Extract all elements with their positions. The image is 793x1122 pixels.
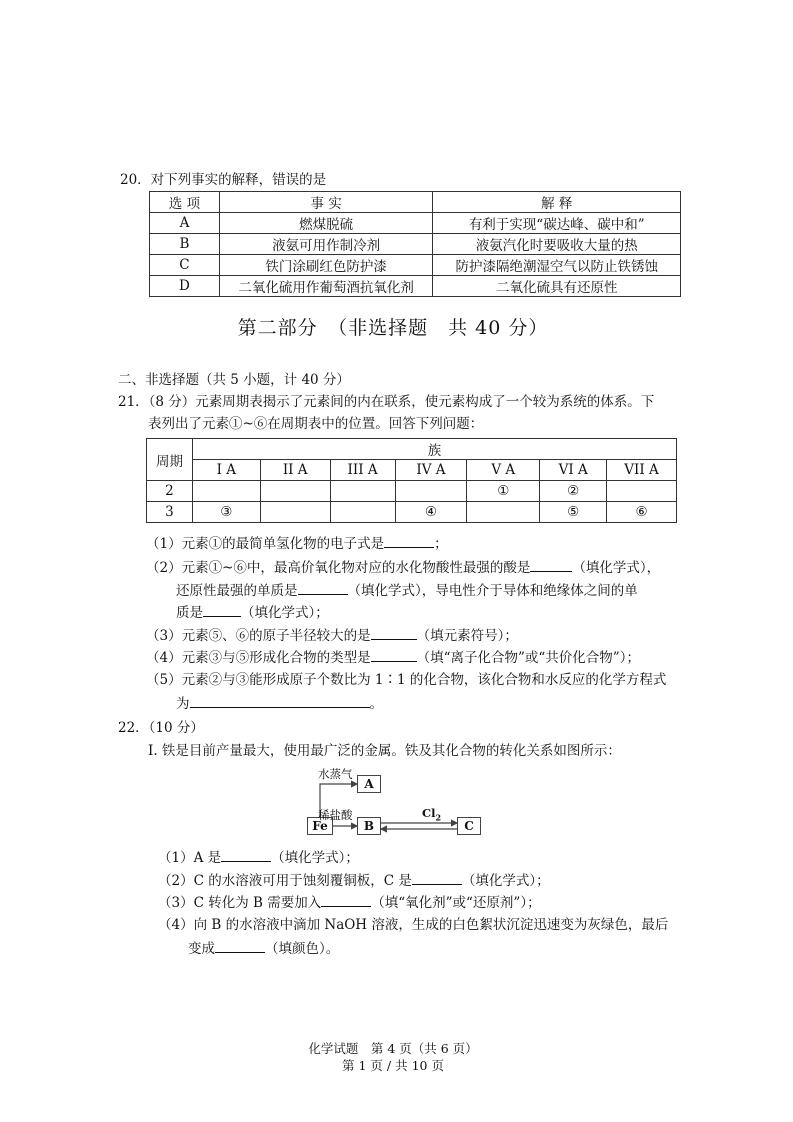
q21-sub5: （5）元素②与③能形成原子个数比为 1∶1 的化合物，该化合物和水反应的化学方程式 [146,672,667,688]
table-row [150,255,681,276]
cell [330,481,395,502]
cell: 液氨汽化时要吸收大量的热 [433,234,681,255]
table-row [147,502,677,523]
answer-blank[interactable] [371,648,417,662]
text: （填化学式）， [572,560,661,576]
q22-sub4-cont [188,939,339,958]
table-header-row [150,192,681,213]
q21-sub5-cont [176,694,383,713]
q21-sub2-cont2 [176,603,329,622]
cell [467,502,540,523]
text: 质是 [176,605,203,621]
group-cell: III A [330,460,395,481]
text: （填化学式）； [241,605,329,621]
box-fe: Fe [307,817,333,835]
text: （填“离子化合物”或“共价化合物”）； [416,650,640,666]
period-cell: 3 [147,502,193,523]
label-acid: 稀盐酸 [318,808,353,822]
cell: A [150,213,220,234]
answer-blank[interactable] [215,939,265,953]
q21-stem-1: 21．（8 分）元素周期表揭示了元素间的内在联系，使元素构成了一个较为系统的体系。下 [118,394,655,410]
answer-blank[interactable] [321,893,371,907]
cell: ④ [395,502,467,523]
text: ； [434,536,448,552]
text: （2）元素①~⑥中，最高价氧化物对应的水化物酸性最强的酸是 [146,560,531,576]
text: （3）元素⑤、⑥的原子半径较大的是 [146,628,371,644]
answer-blank[interactable] [190,694,370,708]
q22-sub4: （4）向 B 的水溶液中滴加 NaOH 溶液，生成的白色絮状沉淀迅速变为灰绿色，最后 [158,917,669,933]
group-cell: VII A [607,460,677,481]
text: （3）C 转化为 B 需要加入 [158,895,322,911]
q22-sub1 [158,848,359,867]
answer-blank[interactable] [384,534,434,548]
cell: 液氨可用作制冷剂 [219,234,433,255]
cell: 燃煤脱硫 [219,213,433,234]
cell: 二氧化硫具有还原性 [433,276,681,297]
answer-blank[interactable] [221,848,271,862]
q21-sub1 [146,534,448,553]
q21-sub4 [146,648,640,667]
cell [395,481,467,502]
cell: D [150,276,220,297]
table-row [150,234,681,255]
q22-sub2 [158,871,550,890]
label-steam: 水蒸气 [318,767,353,781]
cell: ① [467,481,540,502]
group-row [147,460,677,481]
answer-blank[interactable] [203,603,241,617]
table-row [147,481,677,502]
q21-stem-2: 表列出了元素①~⑥在周期表中的位置。回答下列问题： [148,416,484,432]
answer-blank[interactable] [298,581,348,595]
footer-page-2: 第 1 页 / 共 10 页 [342,1058,444,1073]
text: 还原性最强的单质是 [176,583,298,599]
group-cell: II A [260,460,330,481]
group-header: 族 [192,439,676,460]
cell: ⑤ [540,502,607,523]
q20-stem: 20．对下列事实的解释，错误的是 [120,172,327,188]
header-explain: 解 释 [433,192,681,213]
q20-table [149,191,681,297]
part2-title: 第二部分 （非选择题 共 40 分） [237,317,549,339]
header-fact: 事 实 [219,192,433,213]
q22-intro: I. 铁是目前产量最大，使用最广泛的金属。铁及其化合物的转化关系如图所示： [148,743,621,759]
text: （1）元素①的最简单氢化物的电子式是 [146,536,385,552]
box-b: B [357,817,381,835]
text: （填化学式）； [461,873,550,889]
text: （填化学式）； [271,850,359,866]
cell: ② [540,481,607,502]
group-cell: I A [192,460,260,481]
text: （填“氧化剂”或“还原剂”）； [371,895,541,911]
footer-page-1: 化学试题 第 4 页（共 6 页） [308,1041,478,1056]
q21-sub2 [146,558,660,577]
group-cell: V A [467,460,540,481]
answer-blank[interactable] [412,871,462,885]
cell [260,481,330,502]
q22-stem: 22．（10 分） [118,720,204,736]
q21-sub2-cont [176,581,638,600]
table-row [150,213,681,234]
group-cell: VI A [540,460,607,481]
label-cl2 [422,806,441,822]
section-heading: 二、非选择题（共 5 小题，计 40 分） [118,372,350,388]
text: （4）元素③与⑤形成化合物的类型是 [146,650,371,666]
cell: 二氧化硫用作葡萄酒抗氧化剂 [219,276,433,297]
q21-sub3 [146,626,518,645]
period-header: 周期 [147,439,193,481]
text: 2 [435,812,442,823]
text: （填颜色）。 [265,941,340,957]
text: 变成 [188,941,215,957]
period-cell: 2 [147,481,193,502]
header-option: 选 项 [150,192,220,213]
cell: ③ [192,502,260,523]
text: （1）A 是 [158,850,222,866]
cell [260,502,330,523]
cell [192,481,260,502]
box-a: A [357,775,381,793]
table-row [150,276,681,297]
cell [607,481,677,502]
cell: 有利于实现“碳达峰、碳中和” [433,213,681,234]
cell: 防护漆隔绝潮湿空气以防止铁锈蚀 [433,255,681,276]
cell [330,502,395,523]
text: 。 [369,696,383,712]
text: （填元素符号）； [416,628,518,644]
text: 为 [176,696,190,712]
group-cell: IV A [395,460,467,481]
periodic-table [146,438,677,523]
answer-blank[interactable] [371,626,417,640]
cell: B [150,234,220,255]
text: Cl [422,806,436,820]
cell: C [150,255,220,276]
cell: ⑥ [607,502,677,523]
q22-sub3 [158,893,541,912]
answer-blank[interactable] [530,558,572,572]
cell: 铁门涂刷红色防护漆 [219,255,433,276]
text: （2）C 的水溶液可用于蚀刻覆铜板，C 是 [158,873,412,889]
box-c: C [457,817,481,835]
text: （填化学式），导电性介于导体和绝缘体之间的单 [347,583,638,599]
